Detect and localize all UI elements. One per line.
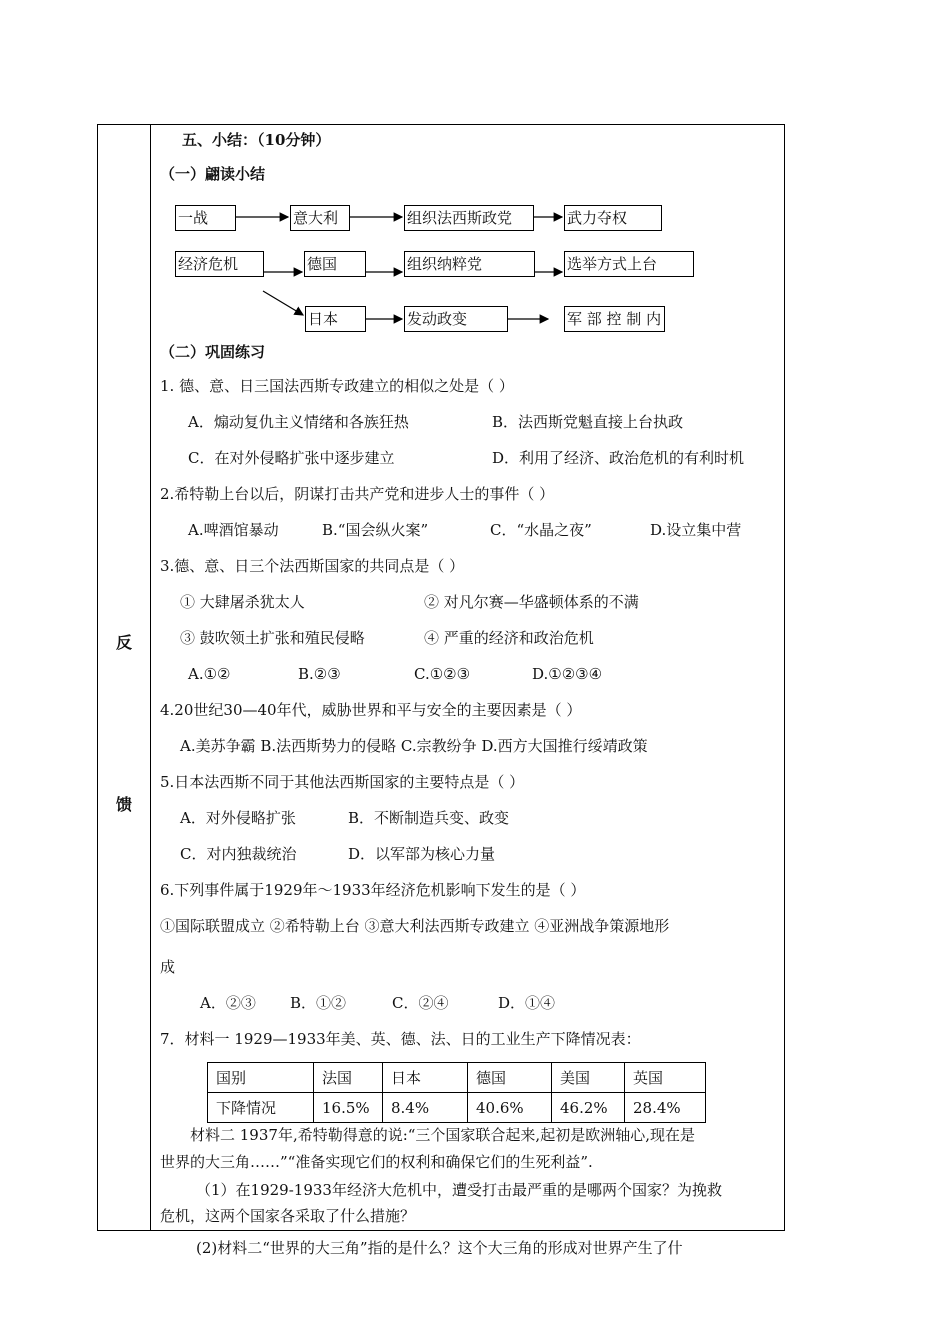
q7-material2-line2: 世界的大三角……”“准备实现它们的权利和确保它们的生死利益”. xyxy=(160,1153,593,1171)
q4-options: A.美苏争霸 B.法西斯势力的侵略 C.宗教纷争 D.西方大国推行绥靖政策 xyxy=(180,737,648,755)
flow-box-economic-crisis: 经济危机 xyxy=(175,251,264,277)
flow-box-coup: 发动政变 xyxy=(404,306,508,332)
q7-subquestion1-line1: （1）在1929-1933年经济大危机中，遭受打击最严重的是哪两个国家？为挽救 xyxy=(196,1181,722,1199)
q7-subquestion1-line2: 危机，这两个国家各采取了什么措施？ xyxy=(160,1207,416,1225)
q3-item-3: ③ 鼓吹领土扩张和殖民侵略 xyxy=(180,629,365,647)
section-title: 五、小结：（10分钟） xyxy=(182,131,331,149)
q6-option-b: B．①② xyxy=(290,994,347,1012)
q7-subquestion2: (2)材料二“世界的大三角”指的是什么？这个大三角的形成对世界产生了什 xyxy=(196,1239,683,1257)
flow-box-ww1: 一战 xyxy=(175,205,236,231)
q7-stem: 7．材料一 1929—1933年美、英、德、法、日的工业生产下降情况表： xyxy=(160,1030,641,1048)
q6-option-a: A．②③ xyxy=(200,994,256,1012)
q7-material2-line1: 材料二 1937年,希特勒得意的说:“三个国家联合起来,起初是欧洲轴心,现在是 xyxy=(190,1126,695,1144)
table-cell: 46.2% xyxy=(552,1093,625,1123)
q1-option-c: C．在对外侵略扩张中逐步建立 xyxy=(188,449,395,467)
side-label-bottom: 馈 xyxy=(116,795,133,814)
q3-item-4: ④ 严重的经济和政治危机 xyxy=(424,629,594,647)
flow-box-fascist-party: 组织法西斯政党 xyxy=(404,205,534,231)
flow-arrows xyxy=(0,0,950,400)
q3-option-a: A.①② xyxy=(188,665,231,683)
q3-stem: 3.德、意、日三个法西斯国家的共同点是（ ） xyxy=(160,557,465,575)
q1-option-a: A．煽动复仇主义情绪和各族狂热 xyxy=(188,413,409,431)
table-cell: 16.5% xyxy=(314,1093,383,1123)
flow-box-armed-seizure: 武力夺权 xyxy=(564,205,662,231)
q2-option-c: C．“水晶之夜” xyxy=(490,521,592,539)
table-cell: 国别 xyxy=(208,1063,314,1093)
table-cell: 日本 xyxy=(383,1063,468,1093)
subsection-summary: （一）翩读小结 xyxy=(160,165,266,183)
flow-box-italy: 意大利 xyxy=(290,205,350,231)
q4-stem: 4.20世纪30—40年代，威胁世界和平与安全的主要因素是（ ） xyxy=(160,701,582,719)
q6-items-line1: ①国际联盟成立 ②希特勒上台 ③意大利法西斯专政建立 ④亚洲战争策源地形 xyxy=(160,917,670,935)
q3-item-2: ② 对凡尔赛—华盛顿体系的不满 xyxy=(424,593,639,611)
industrial-decline-table xyxy=(207,1062,706,1123)
table-cell: 德国 xyxy=(468,1063,552,1093)
q2-option-b: B.“国会纵火案” xyxy=(322,521,429,539)
q3-option-b: B.②③ xyxy=(298,665,341,683)
q2-option-a: A.啤酒馆暴动 xyxy=(188,521,279,539)
q1-option-d: D．利用了经济、政治危机的有利时机 xyxy=(492,449,745,467)
table-cell: 美国 xyxy=(552,1063,625,1093)
flow-box-military-control: 军 部 控 制 内 xyxy=(564,306,665,332)
q2-option-d: D.设立集中营 xyxy=(650,521,742,539)
q5-option-d: D．以军部为核心力量 xyxy=(348,845,496,863)
table-cell: 8.4% xyxy=(383,1093,468,1123)
q6-items-line2: 成 xyxy=(160,958,176,976)
table-cell: 英国 xyxy=(625,1063,706,1093)
table-row xyxy=(208,1093,706,1123)
q1-option-b: B．法西斯党魁直接上台执政 xyxy=(492,413,684,431)
q5-stem: 5.日本法西斯不同于其他法西斯国家的主要特点是（ ） xyxy=(160,773,525,791)
table-cell: 下降情况 xyxy=(208,1093,314,1123)
q5-option-c: C．对内独裁统治 xyxy=(180,845,297,863)
q5-option-a: A．对外侵略扩张 xyxy=(180,809,296,827)
side-label-top: 反 xyxy=(116,633,133,652)
flow-box-election: 选举方式上台 xyxy=(564,251,694,277)
q1-stem: 1. 德、意、日三国法西斯专政建立的相似之处是（ ） xyxy=(160,377,514,395)
flow-box-japan: 日本 xyxy=(305,306,366,332)
flow-box-germany: 德国 xyxy=(304,251,366,277)
table-cell: 40.6% xyxy=(468,1093,552,1123)
flow-box-nazi-party: 组织纳粹党 xyxy=(404,251,535,277)
table-cell: 法国 xyxy=(314,1063,383,1093)
table-cell: 28.4% xyxy=(625,1093,706,1123)
q2-stem: 2.希特勒上台以后，阴谋打击共产党和进步人士的事件（ ） xyxy=(160,485,555,503)
q6-option-d: D．①④ xyxy=(498,994,556,1012)
q5-option-b: B．不断制造兵变、政变 xyxy=(348,809,510,827)
q3-option-c: C.①②③ xyxy=(414,665,471,683)
q3-item-1: ① 大肆屠杀犹太人 xyxy=(180,593,305,611)
q3-option-d: D.①②③④ xyxy=(532,665,603,683)
table-header-row xyxy=(208,1063,706,1093)
q6-stem: 6.下列事件属于1929年～1933年经济危机影响下发生的是（ ） xyxy=(160,881,586,899)
q6-option-c: C．②④ xyxy=(392,994,449,1012)
subsection-exercises: （二）巩固练习 xyxy=(160,343,266,361)
